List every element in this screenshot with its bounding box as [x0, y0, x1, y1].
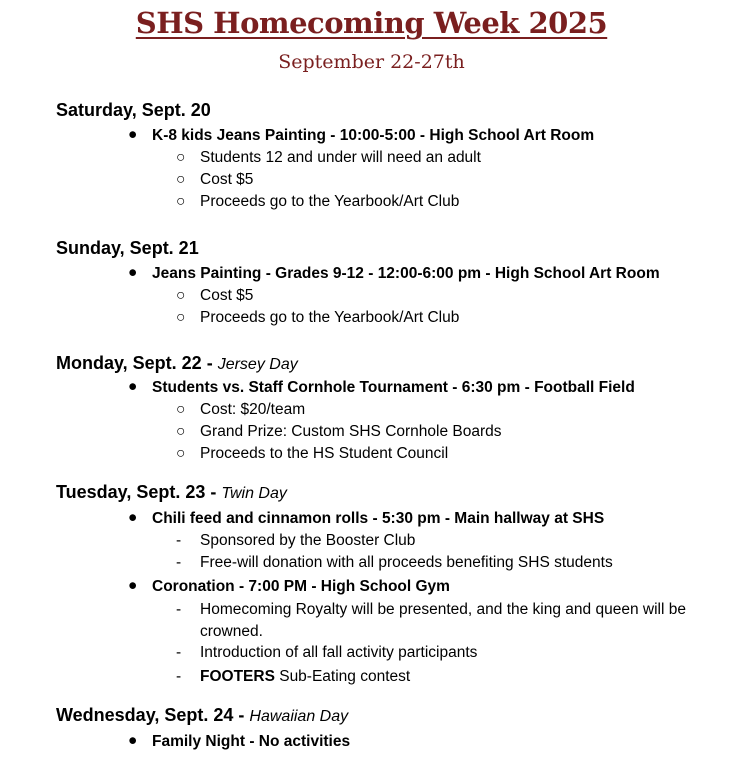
- event-detail: [176, 193, 460, 211]
- bullet-icon: ●: [128, 732, 138, 749]
- day-heading-text: Monday, Sept. 22 -: [56, 353, 218, 373]
- day-heading-text: Sunday, Sept. 21: [56, 238, 199, 258]
- dash-bullet-icon: -: [176, 668, 182, 685]
- event-detail: [176, 668, 411, 686]
- day-heading-monday: [56, 353, 298, 374]
- circle-bullet-icon: ○: [176, 309, 186, 326]
- event-detail: [176, 554, 613, 572]
- circle-bullet-icon: ○: [176, 423, 186, 440]
- event-detail-text: Cost $5: [200, 287, 254, 304]
- dash-bullet-icon: -: [176, 644, 182, 661]
- page-title: [0, 6, 743, 40]
- event-detail-text: Sponsored by the Booster Club: [200, 532, 416, 549]
- event-detail: [176, 599, 700, 643]
- event-item: [128, 126, 595, 145]
- day-theme: Jersey Day: [217, 356, 298, 373]
- event-text: Chili feed and cinnamon rolls - 5:30 pm - Main hallway at SHS: [152, 510, 605, 527]
- event-detail-text: Cost: $20/team: [200, 401, 306, 418]
- event-detail: [176, 644, 478, 662]
- event-detail: [176, 401, 306, 419]
- circle-bullet-icon: ○: [176, 149, 186, 166]
- circle-bullet-icon: ○: [176, 401, 186, 418]
- event-item: [128, 264, 660, 283]
- circle-bullet-icon: ○: [176, 171, 186, 188]
- event-detail-text: Proceeds go to the Yearbook/Art Club: [200, 309, 460, 326]
- event-detail-text: Proceeds go to the Yearbook/Art Club: [200, 193, 460, 210]
- event-item: [128, 378, 635, 397]
- event-detail-text: Students 12 and under will need an adult: [200, 149, 481, 166]
- day-theme: Hawaiian Day: [249, 708, 349, 725]
- event-detail: [176, 423, 502, 441]
- event-detail: [176, 532, 416, 550]
- event-detail: [176, 445, 449, 463]
- bullet-icon: ●: [128, 509, 138, 526]
- event-text: Coronation - 7:00 PM - High School Gym: [152, 578, 450, 595]
- event-detail: [176, 309, 460, 327]
- day-heading-text: Wednesday, Sept. 24 -: [56, 705, 250, 725]
- dash-bullet-icon: -: [176, 554, 182, 571]
- event-text: Family Night - No activities: [152, 733, 351, 750]
- event-detail-text: Free-will donation with all proceeds benefiting SHS students: [200, 554, 613, 571]
- event-text: K-8 kids Jeans Painting - 10:00-5:00 - High School Art Room: [152, 127, 595, 144]
- event-item: [128, 577, 450, 596]
- event-detail: [176, 149, 481, 167]
- dash-bullet-icon: -: [176, 601, 182, 618]
- day-heading-saturday: [56, 100, 211, 121]
- circle-bullet-icon: ○: [176, 193, 186, 210]
- circle-bullet-icon: ○: [176, 287, 186, 304]
- day-heading-text: Saturday, Sept. 20: [56, 100, 211, 120]
- day-theme: Twin Day: [221, 485, 287, 502]
- event-item: [128, 509, 605, 528]
- day-heading-text: Tuesday, Sept. 23 -: [56, 482, 222, 502]
- page-subtitle: September 22-27th: [278, 51, 465, 73]
- event-text: Jeans Painting - Grades 9-12 - 12:00-6:00 pm - High School Art Room: [152, 265, 660, 282]
- event-detail-text: Sub-Eating contest: [274, 668, 411, 685]
- event-detail-text: Cost $5: [200, 171, 254, 188]
- event-detail-text: Homecoming Royalty will be presented, and the king and queen will be crowned.: [200, 601, 686, 640]
- event-detail-text: Proceeds to the HS Student Council: [200, 445, 449, 462]
- bullet-icon: ●: [128, 126, 138, 143]
- event-detail-text: Grand Prize: Custom SHS Cornhole Boards: [200, 423, 502, 440]
- footers-label: FOOTERS: [200, 668, 275, 685]
- page-title-text: SHS Homecoming Week 2025: [135, 6, 608, 40]
- event-detail: [176, 171, 254, 189]
- dash-bullet-icon: -: [176, 532, 182, 549]
- bullet-icon: ●: [128, 264, 138, 281]
- bullet-icon: ●: [128, 378, 138, 395]
- day-heading-wednesday: [56, 705, 348, 726]
- event-item: [128, 732, 351, 751]
- event-detail: [176, 287, 254, 305]
- day-heading-sunday: [56, 238, 199, 259]
- event-text: Students vs. Staff Cornhole Tournament - 6:30 pm - Football Field: [152, 379, 635, 396]
- bullet-icon: ●: [128, 577, 138, 594]
- event-detail-text: Introduction of all fall activity participants: [200, 644, 478, 661]
- circle-bullet-icon: ○: [176, 445, 186, 462]
- day-heading-tuesday: [56, 482, 287, 503]
